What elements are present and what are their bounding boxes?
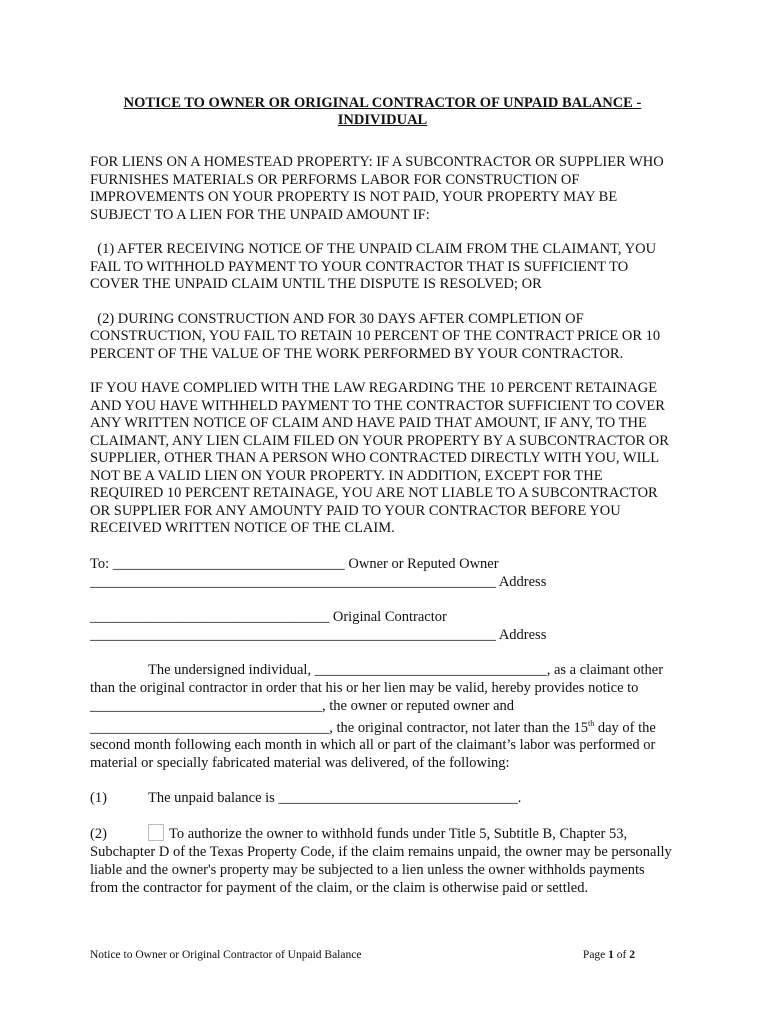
page-current: 1	[608, 949, 614, 961]
document-title	[90, 95, 675, 129]
condition-1-paragraph: (1) AFTER RECEIVING NOTICE OF THE UNPAID CLAIM FROM THE CLAIMANT, YOU FAIL TO WITHHOLD PAYMENT TO YOUR CONTRACTOR THAT IS SUFFICIENT TO COVER THE UNPAID CLAIM UNTIL THE DISPUTE IS RESOLVED; OR	[90, 241, 660, 292]
condition-2-paragraph: (2) DURING CONSTRUCTION AND FOR 30 DAYS AFTER COMPLETION OF CONSTRUCTION, YOU FAIL TO RETAIN 10 PERCENT OF THE CONTRACT PRICE OR 10 PERCENT OF THE VALUE OF THE WORK PERFORMED BY YOUR CONTRACTOR.	[90, 310, 664, 362]
page-footer	[90, 948, 635, 962]
notice-body-paragraph	[90, 661, 675, 773]
ordinal-suffix: th	[587, 718, 595, 728]
document-page	[90, 95, 675, 914]
item-2-number: (2)	[90, 826, 107, 843]
authorize-withhold-item	[90, 824, 675, 897]
page-label: Page	[582, 949, 609, 961]
item-1-number: (1)	[90, 790, 107, 807]
unpaid-balance-item	[90, 789, 675, 807]
title-line-2: INDIVIDUAL	[337, 112, 428, 128]
notice-body-part-2: day of the second month following each month in which all or part of the claimant’s labor was performed or material or specially fabricated material was delivered, of the following:	[90, 719, 656, 772]
contractor-address-line[interactable]: ________________________________________________________ Address	[90, 626, 547, 643]
notice-body-part-1: The undersigned individual, ________________________________, as a claimant other than the original contractor in order that his or her lien may be valid, hereby provides notice to ________________________________, the owner or reputed owner and _________________________________, the original contractor, not later than the 15	[90, 661, 664, 736]
owner-address-line[interactable]: ________________________________________________________ Address	[90, 573, 547, 590]
page-total: 2	[629, 949, 635, 961]
footer-document-name: Notice to Owner or Original Contractor of Unpaid Balance	[90, 949, 362, 961]
page-number	[583, 948, 635, 962]
compliance-paragraph: IF YOU HAVE COMPLIED WITH THE LAW REGARDING THE 10 PERCENT RETAINAGE AND YOU HAVE WITHHELD PAYMENT TO THE CONTRACTOR SUFFICIENT TO COVER ANY WRITTEN NOTICE OF CLAIM AND HAVE PAID THAT AMOUNT, IF ANY, TO THE CLAIMANT, ANY LIEN CLAIM FILED ON YOUR PROPERTY BY A SUBCONTRACTOR OR SUPPLIER, OTHER THAN A PERSON WHO CONTRACTED DIRECTLY WITH YOU, WILL NOT BE A VALID LIEN ON YOUR PROPERTY. IN ADDITION, EXCEPT FOR THE REQUIRED 10 PERCENT RETAINAGE, YOU ARE NOT LIABLE TO A SUBCONTRACTOR OR SUPPLIER FOR ANY AMOUNTY PAID TO YOUR CONTRACTOR BEFORE YOU RECEIVED WRITTEN NOTICE OF THE CLAIM.	[90, 380, 669, 536]
owner-address-block	[90, 555, 675, 591]
authorize-checkbox[interactable]	[148, 824, 164, 841]
item-2-text: To authorize the owner to withhold funds under Title 5, Subtitle B, Chapter 53, Subchapter D of the Texas Property Code, if the claim remains unpaid, the owner may be personally liable and the owner's property may be subjected to a lien unless the owner withholds payments from the contractor for payment of the claim, or the claim is otherwise paid or settled.	[90, 826, 672, 897]
page-of: of	[613, 949, 630, 961]
homestead-paragraph: FOR LIENS ON A HOMESTEAD PROPERTY: IF A SUBCONTRACTOR OR SUPPLIER WHO FURNISHES MATERIALS OR PERFORMS LABOR FOR CONSTRUCTION OF IMPROVEMENTS ON YOUR PROPERTY IS NOT PAID, YOUR PROPERTY MAY BE SUBJECT TO A LIEN FOR THE UNPAID AMOUNT IF:	[90, 154, 664, 223]
owner-line[interactable]: To: ________________________________ Owner or Reputed Owner	[90, 555, 499, 572]
contractor-address-block	[90, 608, 675, 644]
contractor-line[interactable]: _________________________________ Original Contractor	[90, 608, 447, 625]
title-line-1: NOTICE TO OWNER OR ORIGINAL CONTRACTOR OF UNPAID BALANCE -	[123, 95, 642, 111]
item-1-text[interactable]: The unpaid balance is _________________________________.	[148, 790, 522, 807]
